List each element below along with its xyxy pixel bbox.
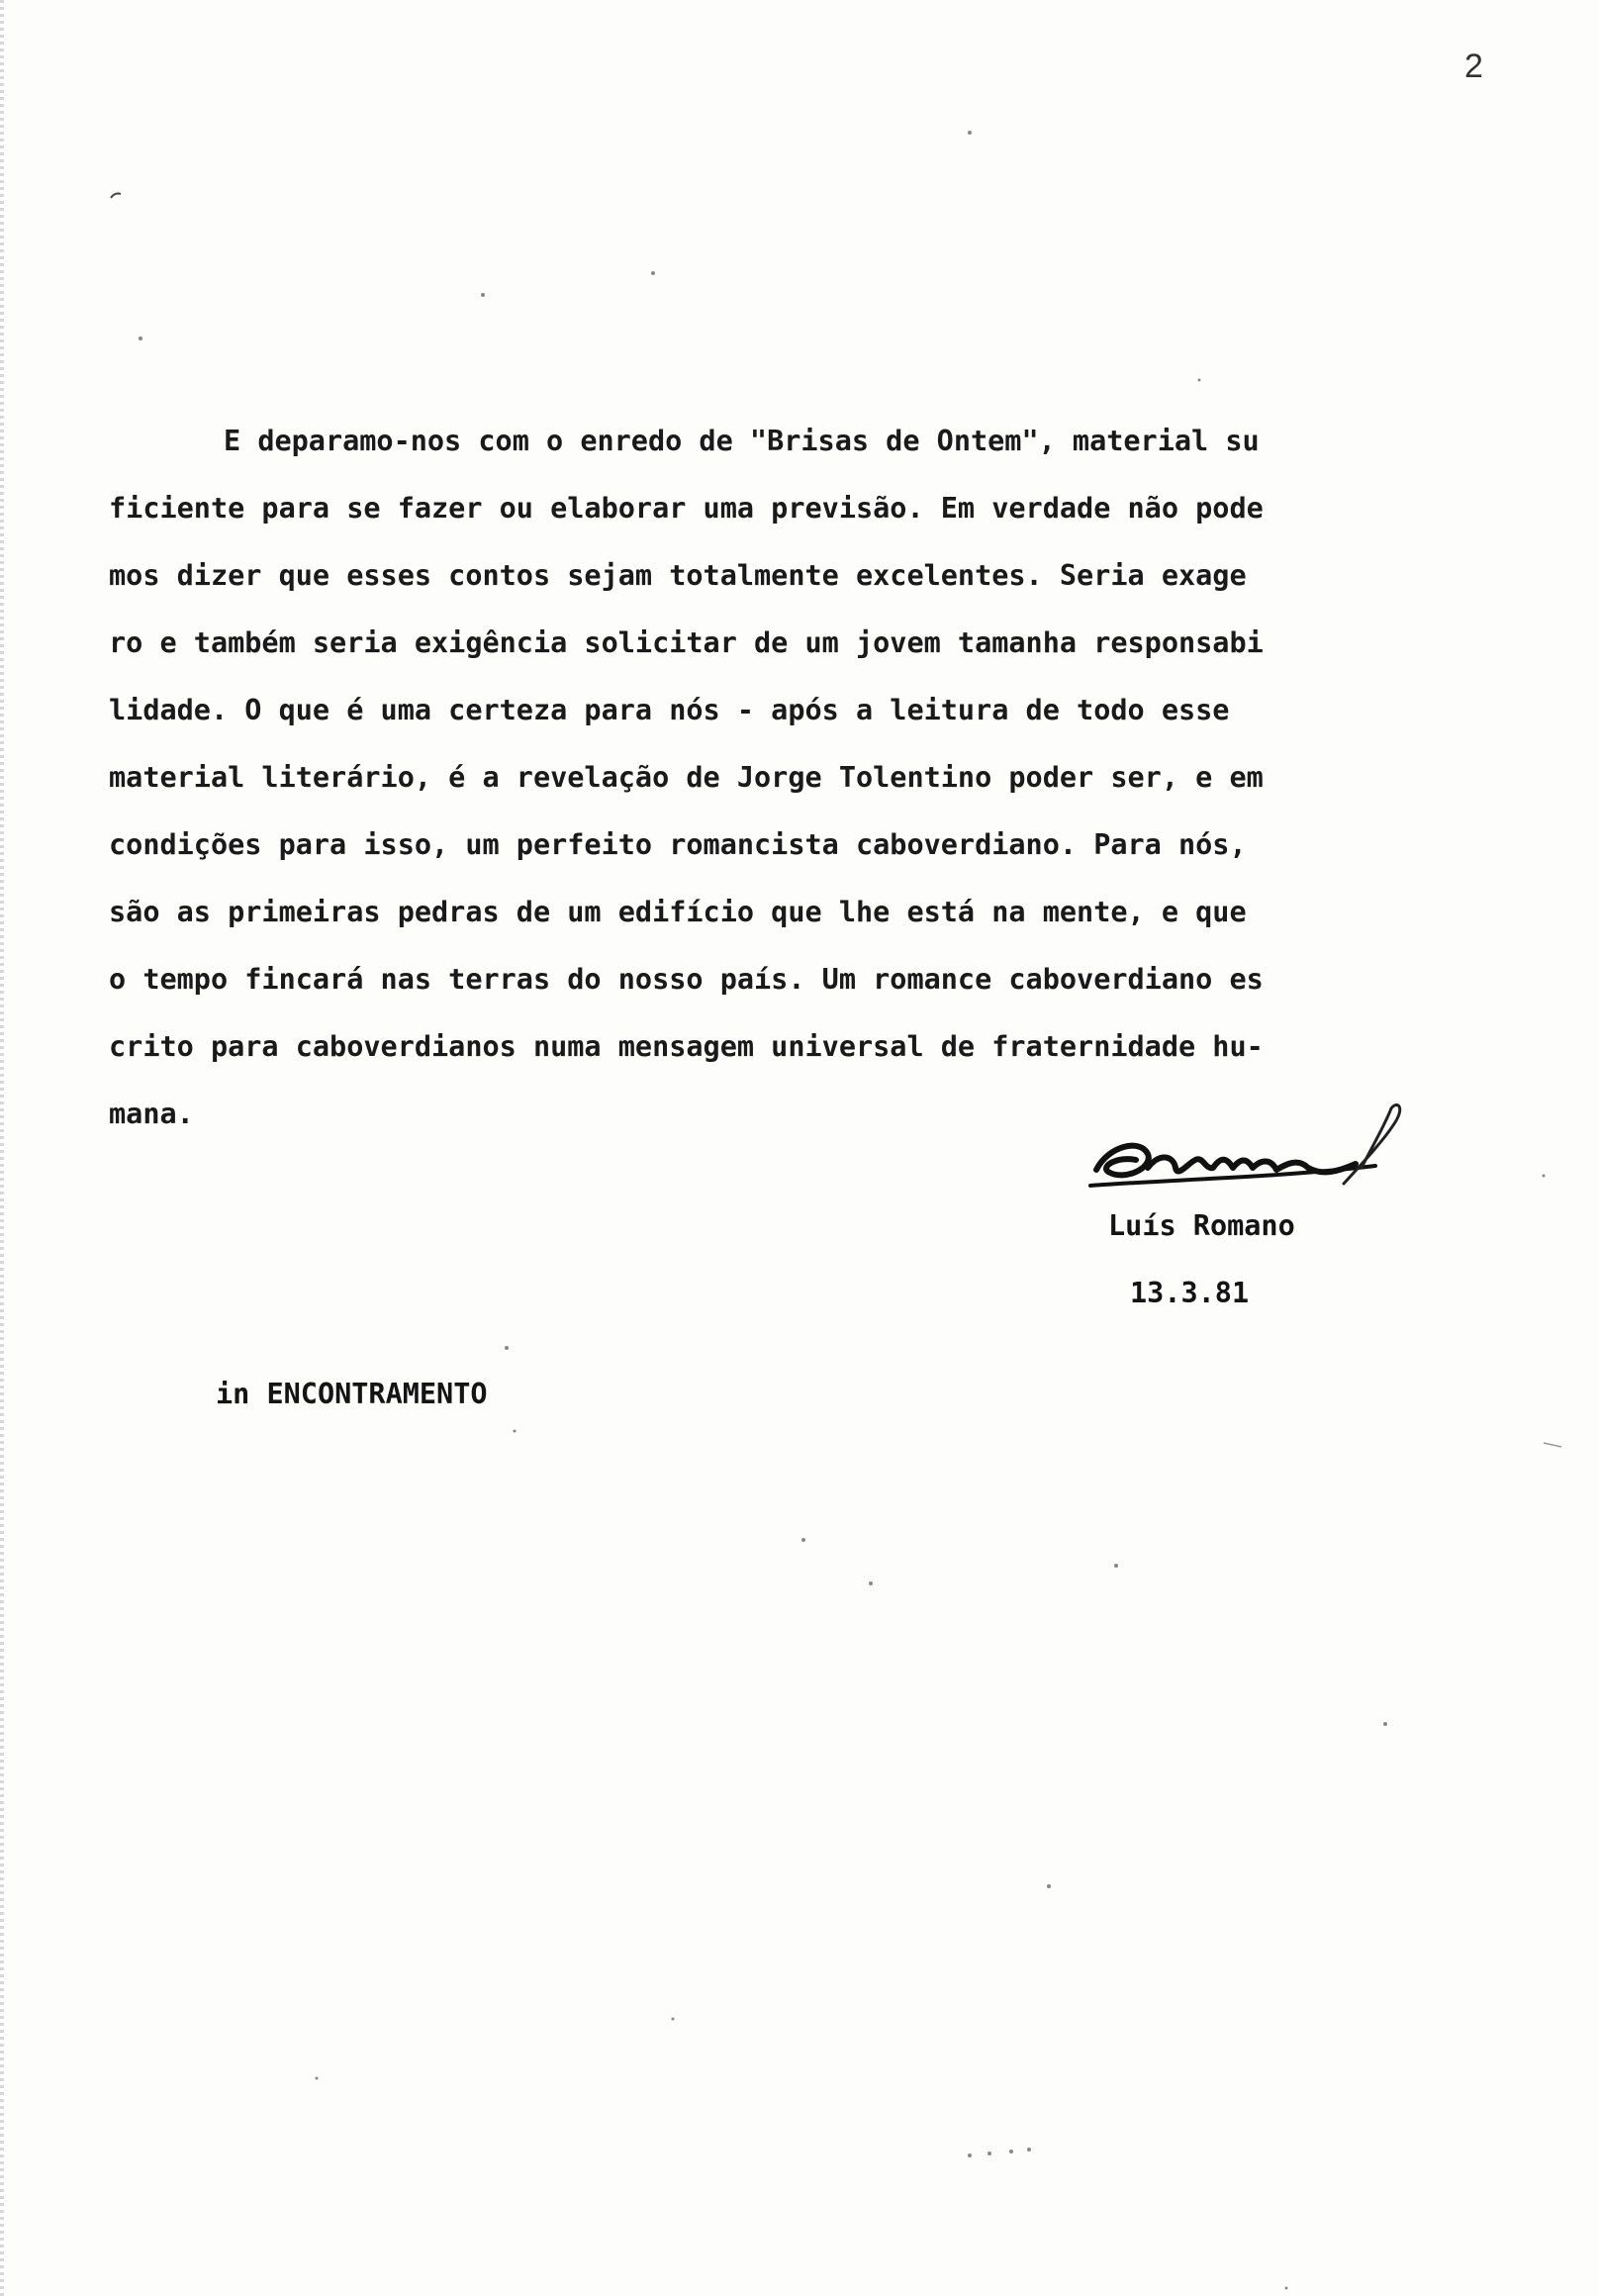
paragraph-line: crito para caboverdianos numa mensagem universal de fraternidade hu- [109, 1030, 1264, 1063]
paragraph-line: condições para isso, um perfeito romancista caboverdiano. Para nós, [109, 828, 1247, 861]
paragraph-line: ficiente para se fazer ou elaborar uma previsão. Em verdade não pode [109, 492, 1264, 525]
signature-date: 13.3.81 [1130, 1277, 1250, 1309]
source-citation: in ENCONTRAMENTO [216, 1378, 488, 1410]
paragraph-line: lidade. O que é uma certeza para nós - após a leitura de todo esse [109, 694, 1230, 726]
paragraph-line: são as primeiras pedras de um edifício que lhe está na mente, e que [109, 896, 1247, 928]
signer-name: Luís Romano [1108, 1209, 1295, 1242]
paragraph-line: mos dizer que esses contos sejam totalmente excelentes. Seria exage [109, 559, 1247, 592]
page-number: 2 [1464, 48, 1483, 85]
paragraph-line: mana. [109, 1098, 194, 1130]
paragraph-line: material literário, é a revelação de Jorge Tolentino poder ser, e em [109, 761, 1264, 794]
paragraph-line: E deparamo-nos com o enredo de "Brisas de Ontem", material su [224, 425, 1260, 457]
paragraph-line: ro e também seria exigência solicitar de um jovem tamanha responsabi [109, 626, 1264, 659]
paragraph-line: o tempo fincará nas terras do nosso país. Um romance caboverdiano es [109, 963, 1264, 996]
